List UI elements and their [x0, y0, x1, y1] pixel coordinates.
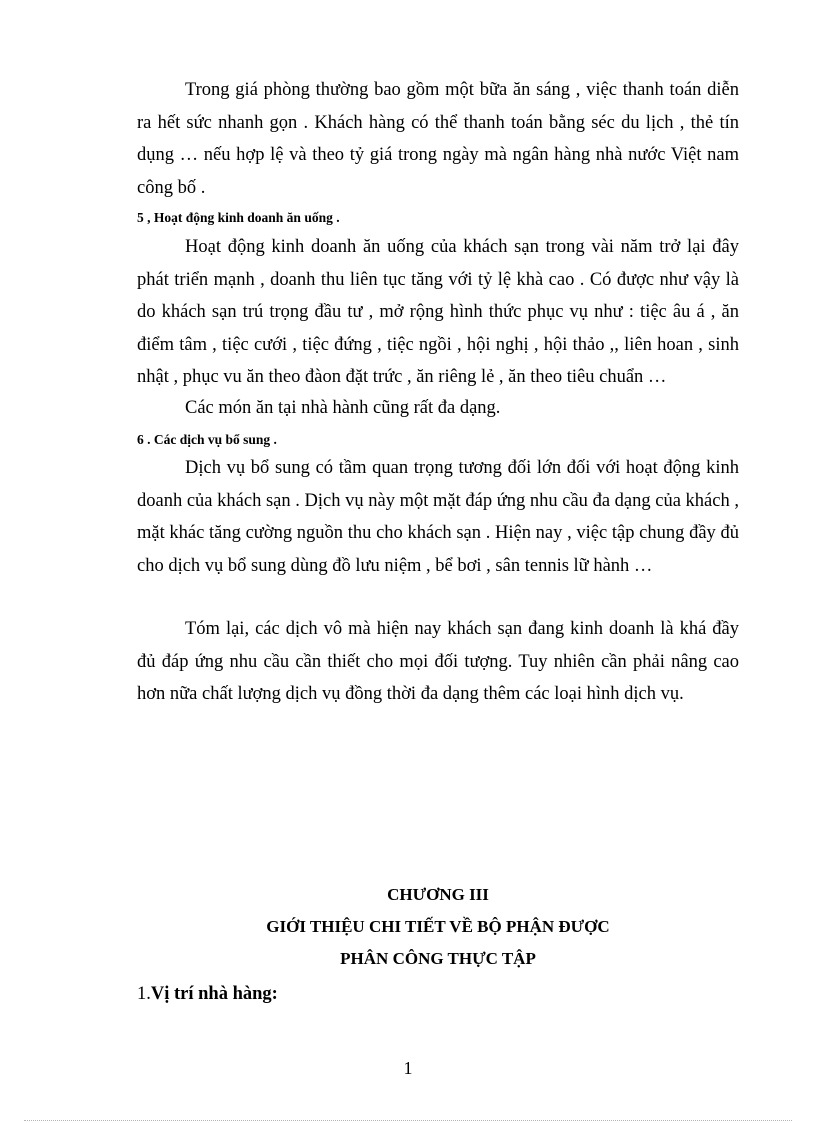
chapter-title-line-1: GIỚI THIỆU CHI TIẾT VỀ BỘ PHẬN ĐƯỢC: [266, 917, 610, 936]
paragraph-room-price: Trong giá phòng thường bao gồm một bữa ăn sáng , việc thanh toán diễn ra hết sức nhanh gọn . Khách hàng có thể thanh toán bằng séc du lịch , thẻ tín dụng … nếu hợp lệ và theo tỷ giá trong ngày mà ngân hàng nhà nước Việt nam công bố .: [137, 80, 739, 198]
subsection-title: Vị trí nhà hàng:: [150, 984, 278, 1004]
paragraph-extra-services: Dịch vụ bổ sung có tầm quan trọng tương đối lớn đối với hoạt động kinh doanh của khách sạn . Dịch vụ này một mặt đáp ứng nhu cầu đa dạng của khách , mặt khác tăng cường nguồn thu cho khách sạn . Hiện nay , việc tập chung đầy đủ cho dịch vụ bổ sung dùng đồ lưu niệm , bể bơi , sân tennis lữ hành …: [137, 458, 739, 576]
chapter-title-line-2: PHÂN CÔNG THỰC TẬP: [340, 949, 536, 968]
subsection-heading: [137, 984, 278, 1005]
paragraph-dishes: Các món ăn tại nhà hành cũng rất đa dạng.: [185, 398, 501, 418]
subsection-number: 1.: [137, 984, 151, 1004]
footer-divider: [24, 1120, 792, 1121]
chapter-number: CHƯƠNG III: [387, 885, 489, 904]
heading-extra-services: 6 . Các dịch vụ bổ sung .: [137, 432, 277, 447]
paragraph-summary: Tóm lại, các dịch vô mà hiện nay khách sạn đang kinh doanh là khá đầy đủ đáp ứng nhu cầu cần thiết cho mọi đối tượng. Tuy nhiên cần phải nâng cao hơn nữa chất lượng dịch vụ đồng thời đa dạng thêm các loại hình dịch vụ.: [137, 619, 739, 704]
page-number: 1: [403, 1058, 413, 1078]
heading-food-business: 5 , Hoạt động kinh doanh ăn uống .: [137, 210, 340, 225]
paragraph-food-business: Hoạt động kinh doanh ăn uống của khách sạn trong vài năm trở lại đây phát triển mạnh , doanh thu liên tục tăng với tỷ lệ khà cao . Có được như vậy là do khách sạn trú trọng đầu tư , mở rộng hình thức phục vụ như : tiệc âu á , ăn điểm tâm , tiệc cưới , tiệc đứng , tiệc ngồi , hội nghị , hội thảo ,, liên hoan , sinh nhật , phục vu ăn theo đàon đặt trức , ăn riêng lẻ , ăn theo tiêu chuẩn …: [137, 237, 739, 387]
